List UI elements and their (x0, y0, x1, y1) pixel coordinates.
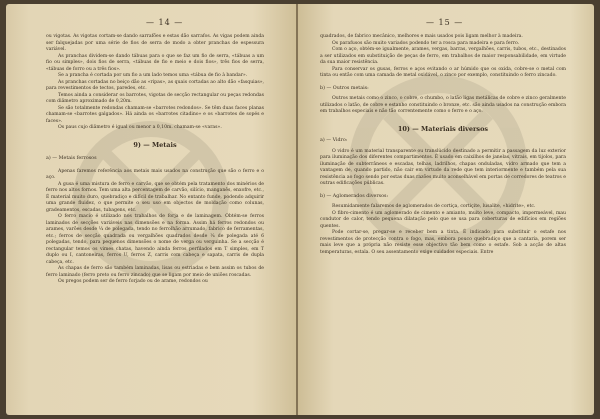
paragraph: Com o aço, obtém-se igualmente, arames, vergas, barras, vergalhões, carris, tubos, etc., destinados a ser utilizados em substituição de peças de ferro, em trabalhos de maior responsabilidade, em virtude da sua maior resistência. (320, 47, 566, 65)
subsection-heading: a) — Metais ferrosos (46, 156, 97, 161)
right-page (298, 4, 594, 415)
page-number: — 15 — (426, 18, 464, 27)
paragraph: O fibro-cimento é um aglomerado de cimento e amianto, muito leve, compacto, impermeável, mau condutor de calor, tendo pequena dilatação pelo que se usa para coberturas de edifícios em regiões quentes. (320, 210, 566, 229)
paragraph: Temos ainda a considerar os barrotes, vigotas de secção rectangular ou peças redondas com diâmetro aproximado de 0,20m. (46, 92, 264, 104)
paragraph: Se são totalmente redondas chamam-se «barrotes redondos». Se têm duas faces planas chamam-se «barrotes galgados». Há ainda os «barrotes citadino» e os «barrotes de sopés e faces». (46, 105, 264, 124)
paragraph: O ferro macio é utilizado nos trabalhos de forja e de laminagem. Obtém-se ferros laminados de secções variáveis nas dimensões e na forma. Assim há ferros redondos ou arames, varões desde ¼ de polegada, tendo no ferrolhão arrumado, fabrico de ferramentas, etc.; ferros de secção quadrada ou vergalhões quadrados desde ¼ de polegada até 6 polegadas, tendo, para pequenos dimensões o nome de verga ou verguinha. Se a secção é rectangular temos os vimes chatas, havendo ainda ferros perfilados em T simples, em T duplo ou I, cantoneiras, ferros U, ferros Z, carris com cabeça e sapata, carris de dupla cabeça, etc. (46, 214, 264, 265)
right-text-block (320, 34, 566, 256)
subsection-heading: b) — Aglomerados diversos: (320, 193, 389, 199)
paragraph: Os pregos podem ser de ferro forjado ou de arame, redondos ou (58, 279, 208, 284)
paragraph: Para conservar os gusas, ferros e aços evitando o ar húmido que os oxida, cobre-se o metal com tinta ou então com uma camada de metal oxidável, o zinco por exemplo, constituindo o ferro zincado. (320, 66, 566, 78)
paragraph: Os paus cujo diâmetro é igual ou menor a 0,10m. chamam-se «varas». (58, 125, 222, 130)
paragraph: quadrados, de fabrico mecânico, melhores e mais usados pois ligam melhor à madeira. (320, 34, 523, 39)
paragraph: Resumidamente falaremos de aglomerados de cortiça, cortiçite, lusalite, «hidrite», etc. (332, 204, 536, 209)
left-page (6, 4, 296, 415)
paragraph: Os parafusos são muito variados podendo ter a rosca para madeira e para ferro. (332, 40, 520, 46)
paragraph: As pranchas dividem-se dando tábuas para o que se faz um fio de serra, «tábuas a um fio ou simples», dois fios de serra, «tábuas de fio e meio e dois fios», três fios de serra, «tábuas de forro ou a três fios». (46, 53, 264, 72)
paragraph: ou vigotas. As vigotas cortam-se dando sarrafões e estas dão sarrafos. As vigas podem ainda ser falquejadas por uma série de fios de serra de modo a obter pranchas de espessura variável. (46, 34, 264, 52)
paragraph: O vidro é um material transparente ou translúcido destinado a permitir a passagem da luz exterior para iluminação dos diferentes compartimentos. É usado em caixilhos de janelas, vitrais, em tijolos, para iluminação de subterrâneos e escadas, telhas, ladrilhos, chapas onduladas, vidro armado que tem a vantagem de, quando partido, não cair em virtude da rede que tem interiormente e também pela sua resistência ao fogo sendo por estas duas razões muito aconselhável em portas de corredores de teatros e outras edificações públicas. (320, 148, 566, 186)
paragraph: A gusa é uma mistura de ferro e carvão, que se obtém pela tratamento dos minérios de ferro nos altos fornos. Tem uma alta percentagem de carvão, silício, manganês, enxofre, etc., É material muito duro, quebradiço e difícil de trabalhar. No entanto funde, podendo adquirir uma grande fluidez, o que permite o seu uso em objectos de moldação como colunas, gradeamentos, escadas, tubagens, etc. (46, 181, 264, 213)
paragraph: Outros metais como o zinco, o cobre, o chumbo, o latão ligas metálicas de cobre e zinco geralmente utilizados o latão, de cobre e estanho constituindo o bronze, etc. são ainda usados na construção embora em trabalhos especiais e não tão correntemente como o ferro e o aço. (320, 96, 566, 114)
paragraph: Apenas faremos referência aos metais mais usados na construção que são o ferro e o aço. (46, 168, 264, 180)
left-text-block (46, 34, 264, 286)
page-number: — 14 — (146, 18, 184, 27)
section-heading: 10) — Materiais diversos (397, 124, 489, 133)
subsection-heading: a) — Vidro: (320, 138, 348, 143)
paragraph: Se a prancha é cortada por um fio a um lado temos uma «tábua de fio à bandar». (58, 73, 248, 78)
paragraph: As pranchas cortadas no beiço dão as «ripas», as quais cortadas ao alto dão «fasquias», para revestimentos de tectos, paredes, etc. (46, 79, 264, 91)
section-heading: 9) — Metais (133, 140, 177, 149)
subsection-heading: b) — Outros metais: (320, 85, 369, 91)
paragraph: As chapas de ferro são também laminadas, lisas ou estriadas e bem assim os tubos de ferro laminado (ferro preto ou ferro zincado) que se ligam por meio de uniões roscadas. (46, 266, 264, 278)
paragraph: Pode cortar-se, pregar-se e receber bem a tinta. É indicado para substituir o estafe nos revestimentos de protecção contra o fogo, mas, embora pouco quebradiço que a cantaria, porem ser mais leve que a própria não resiste esse objectivo tão bem como o estafe. Sob a acção de altas temperaturas, estala. O seu assentamento exige cuidados especiais. Entre (320, 230, 566, 255)
